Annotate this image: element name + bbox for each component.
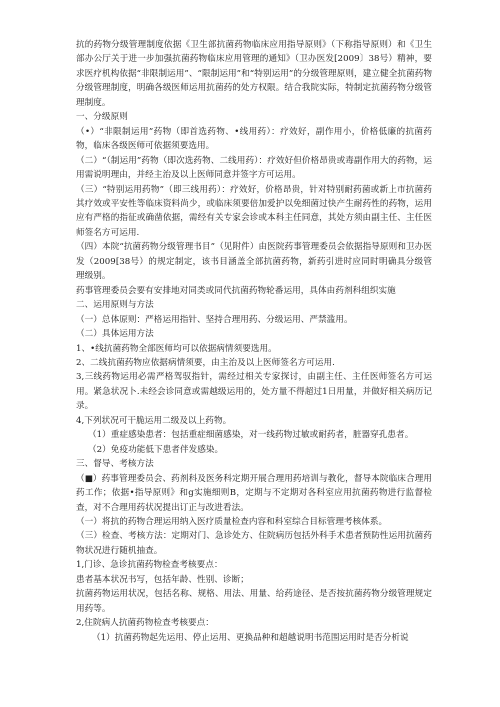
paragraph: （一）总体原则：严格运用指针、坚持合理用药、分级运用、严禁滥用。 — [76, 314, 353, 325]
paragraph: （二）具体运用方法 — [76, 329, 154, 340]
paragraph: 4,下列状况可干脆运用二级及以上药物。 — [76, 415, 232, 426]
document-page — [76, 38, 432, 645]
section-heading: 三、督导、考核方法 — [76, 459, 154, 470]
list-item: （2）免疫功能低下患者伴发感染。 — [88, 444, 224, 455]
paragraph: （一）将抗的药物合理运用纳入医疗质量检查内容和科室综合目标管理考核体系。 — [76, 516, 388, 527]
paragraph: （三）“特别运用药物”（即三线用药）：疗效好，价格昂贵，针对特别耐药菌或新上市抗菌药其疗效或平安性等临床资料尚少，或临床须要倍加爱护以免细菌过快产生耐药性的药物，运用应有严格的指征或确凿依据，需经有关专家会诊或本科主任同意，其处方须由副主任、主任医师签名方可运用. — [76, 184, 432, 238]
paragraph: 3,三线药物运用必需严格驾驭指针，需经过相关专家探讨，由副主任、主任医师签名方可运用。紧急状况卜.未经会诊同意或需越级运用的，处方量不得超过1日用量，并做好相关病历记录。 — [76, 372, 432, 412]
paragraph: 抗菌药物运用状况，包括名称、规格、用法、用量、给药途径、是否按抗菌药物分级管理规定用药等。 — [76, 589, 432, 614]
section-heading: 一、分级原则 — [76, 112, 128, 123]
paragraph: 1、•线抗菌药物全部医师均可以依据病情须要选用。 — [76, 343, 277, 354]
paragraph: 2,住院病人抗菌药物检查考核要点： — [76, 618, 214, 629]
list-item: （1）重症感染患者：包括重症细菌感染，对一线药物过敏或耐药者，脏器穿孔患者。 — [88, 430, 414, 441]
paragraph: （四）本院“抗菌药物分级管理书目”（见附件）由医院药事管理委员会依据指导原则和卫办医发（2009[38号）的规定制定，该书目涵盖全部抗菌药物，新药引进时应同时明确具分级管理级别。 — [76, 242, 432, 282]
paragraph: （•）“非限制运用”药物（即首选药物、•线用药）：疗效好，副作用小，价格低廉的抗菌药物，临床各级医师可依据须要选用。 — [76, 126, 432, 152]
paragraph: （三）检查、考核方法：定期对门、急诊处方、住院病历包括外科手术患者预防性运用抗菌药物状况进行随机抽查。 — [76, 531, 432, 556]
paragraph: 1,门诊、急诊抗菌药物检查考核要点： — [76, 560, 223, 571]
paragraph: 患者基本状况书写，包括年龄、性别、诊断； — [76, 574, 249, 585]
paragraph: （二）“（制运用”药物（即次选药物、二线用药）：疗效好但价格昂贵或毒副作用大的药物，运用需说明理由，并经主治及以上医师同意并签字方可运用。 — [76, 155, 432, 181]
list-item: （1）抗菌药物起先运用、停止运用、更换品种和超越说明书范围运用时是否分析说 — [92, 632, 409, 643]
paragraph: 药事管理委员会要有安排地对同类或同代抗菌药物轮番运用，具体由药剂科组织实施 — [76, 285, 396, 296]
paragraph: （■）药事管理委员会、药剂科及医务科定期开展合理用药培训与教化，督导本院临床合理用药工作；依据•指导原则》和g实施细则B，定期与不定期对各科室应用抗菌药物进行监督检查，对不合理用药状况提出订正与改进看法。 — [76, 473, 432, 513]
intro-paragraph: 抗的药物分级管理制度依据《卫生部抗菌药物临床应用指导原则》（下称指导原则）和《卫生部办公厅关于进一步加强抗菌药物临床应用管理的通知》（卫办医发[2009〕38号）精神，要求医疗机构依据“非限制运用”、“限制运用”和“特别运用”的分级管理原则，建立健全抗菌药物分级管理制度，明确各级医师运用抗菌药的处方权限。结合我院实际，特制定抗菌药物分级管理制度。 — [76, 40, 432, 108]
section-heading: 二、运用原则与方法 — [76, 300, 154, 311]
paragraph: 2、二线抗菌药物应依据病情须要，由主治及以上医师签名方可运用. — [76, 357, 335, 368]
